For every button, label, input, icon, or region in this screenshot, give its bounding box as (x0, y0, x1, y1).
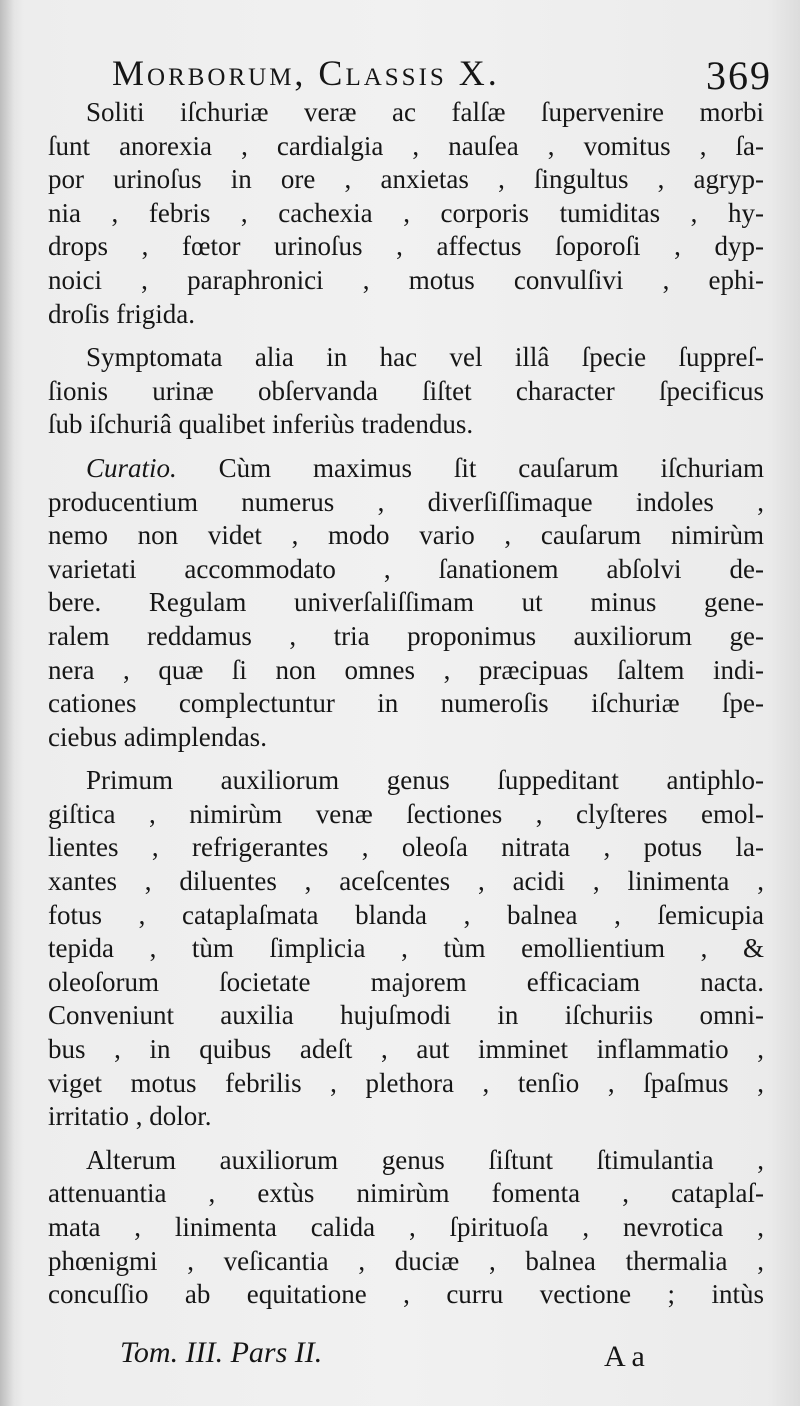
paragraph-symptomata (48, 341, 764, 442)
text-line: nemo non videt , modo vario , cauſarum nimirùm (48, 520, 764, 551)
curatio-label: Curatio. (86, 452, 177, 483)
text-line: concuſſio ab equitatione , curru vectione ; intùs (48, 1279, 764, 1310)
text-line: xantes , diluentes , aceſcentes , acidi , linimenta , (48, 866, 764, 897)
text-line: lientes , refrigerantes , oleoſa nitrata , potus la- (48, 832, 764, 863)
text-line-rest: Cùm maximus ſit cauſarum iſchuriam (218, 452, 764, 483)
text-line: ſionis urinæ obſervanda ſiſtet character ſpecificus (48, 375, 764, 406)
text-line: droſis frigida. (48, 298, 195, 329)
text-line: tepida , tùm ſimplicia , tùm emollientium , & (48, 933, 764, 964)
paragraph-primum-genus (48, 764, 764, 1134)
text-line: noici , paraphronici , motus convulſivi , ephi- (48, 264, 764, 295)
paragraph-curatio (48, 452, 764, 754)
text-line: oleoſorum ſocietate majorem efficaciam nacta. (48, 966, 764, 997)
text-line: fotus , cataplaſmata blanda , balnea , ſemicupia (48, 899, 764, 930)
text-line: ralem reddamus , tria proponimus auxiliorum ge- (48, 620, 764, 651)
text-line: Symptomata alia in hac vel illâ ſpecie ſuppreſ- (86, 342, 764, 373)
volume-note: Tom. III. Pars II. (120, 1336, 323, 1369)
text-line: Alterum auxiliorum genus ſiſtunt ſtimulantia , (86, 1144, 764, 1175)
text-line: nia , febris , cachexia , corporis tumiditas , hy- (48, 197, 764, 228)
text-line: producentium numerus , diverſiſſimaque indoles , (48, 486, 764, 517)
text-line: cationes complectuntur in numeroſis iſchuriæ ſpe- (48, 688, 764, 719)
running-title: Morborum, Classis X. (112, 53, 500, 93)
text-line: viget motus febrilis , plethora , tenſio , ſpaſmus , (48, 1067, 764, 1098)
text-line: Primum auxiliorum genus ſuppeditant antiphlo- (86, 765, 764, 796)
text-line: varietati accommodato , ſanationem abſolvi de- (48, 553, 764, 584)
text-line: mata , linimenta calida , ſpirituoſa , nevrotica , (48, 1212, 764, 1242)
body-text (48, 96, 764, 1322)
text-line: nera , quæ ſi non omnes , præcipuas ſaltem indi- (48, 654, 764, 685)
text-line: phœnigmi , veſicantia , duciæ , balnea thermalia , (48, 1245, 764, 1276)
text-line: attenuantia , extùs nimirùm fomenta , cataplaſ- (48, 1178, 764, 1209)
text-line: Soliti iſchuriæ veræ ac falſæ ſupervenire morbi (86, 97, 764, 127)
text-line: bus , in quibus adeſt , aut imminet inflammatio , (48, 1034, 764, 1065)
page-number: 369 (706, 53, 772, 98)
running-header (112, 52, 772, 102)
text-line: por urinoſus in ore , anxietas , ſingultus , agryp- (48, 164, 764, 195)
text-line: ſub iſchuriâ qualibet inferiùs tradendus. (48, 409, 474, 440)
text-line: ſunt anorexia , cardialgia , nauſea , vomitus , ſa- (48, 130, 764, 161)
text-line: ciebus adimplendas. (48, 721, 267, 752)
paragraph-morbi-supervenientes (48, 96, 764, 331)
text-line: drops , fœtor urinoſus , affectus ſoporoſi , dyp- (48, 231, 764, 262)
text-line: giſtica , nimirùm venæ ſectiones , clyſteres emol- (48, 798, 764, 829)
text-line: bere. Regulam univerſaliſſimam ut minus gene- (48, 587, 764, 618)
paragraph-alterum-genus (48, 1144, 764, 1312)
text-line: irritatio , dolor. (48, 1101, 212, 1132)
text-line: Conveniunt auxilia hujuſmodi in iſchuriis omni- (48, 1000, 764, 1031)
page-edge-shadow (0, 0, 14, 1406)
signature-mark: A a (604, 1340, 645, 1373)
text-line (48, 452, 764, 486)
